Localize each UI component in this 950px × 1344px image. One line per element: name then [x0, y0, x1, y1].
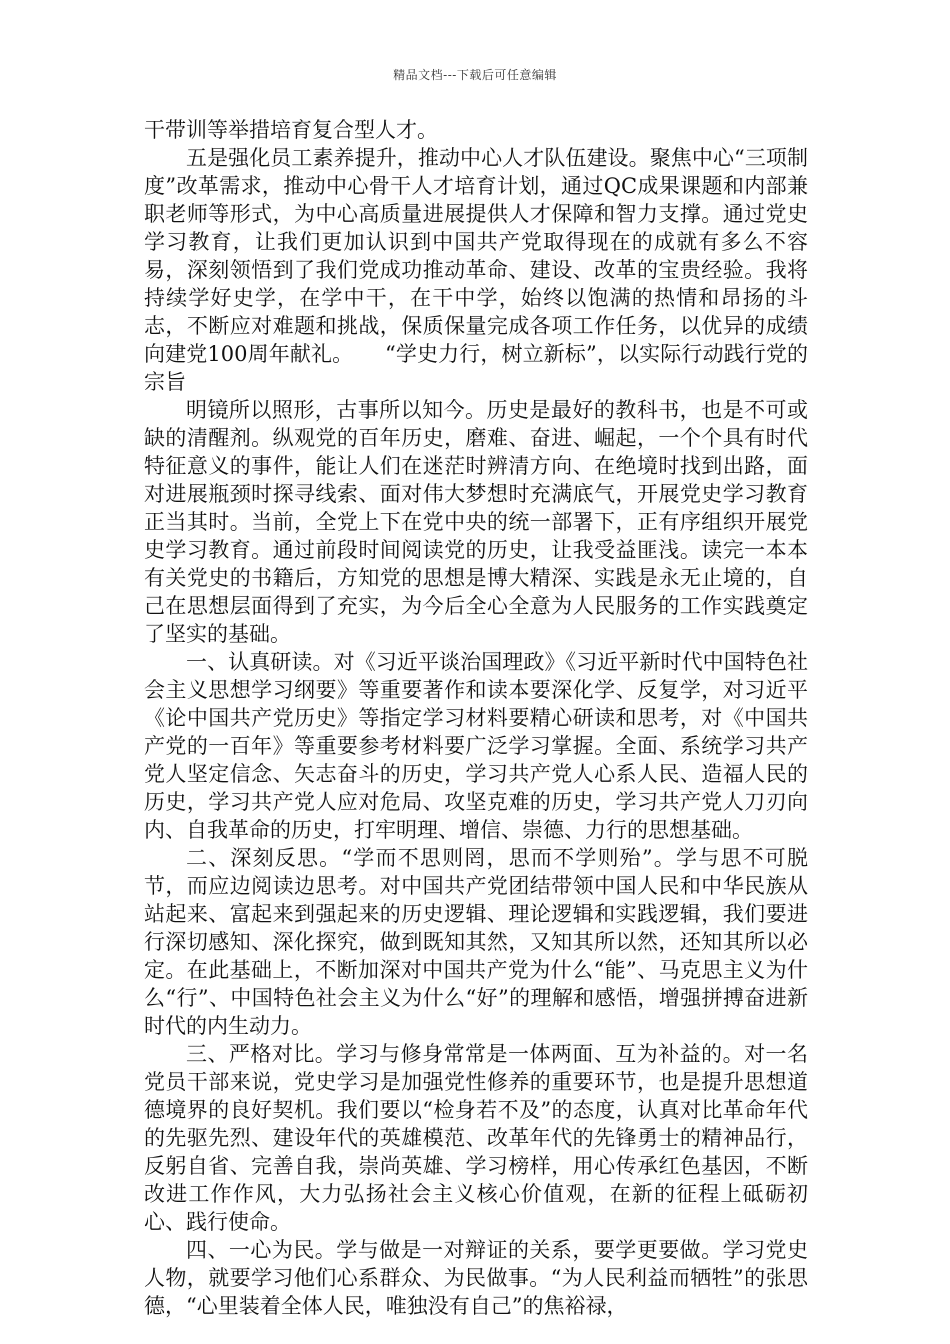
document-body [144, 116, 808, 1320]
paragraph: 二、深刻反思。“学而不思则罔，思而不学则殆”。学与思不可脱节，而应边阅读边思考。对中国共产党团结带领中国人民和中华民族从站起来、富起来到强起来的历史逻辑、理论逻辑和实践逻辑，我们要进行深切感知、深化探究，做到既知其然，又知其所以然，还知其所以必定。在此基础上，不断加深对中国共产党为什么“能”、马克思主义为什么“行”、中国特色社会主义为什么“好”的理解和感悟，增强拼搏奋进新时代的内生动力。 [144, 846, 808, 1038]
paragraph: 三、严格对比。学习与修身常常是一体两面、互为补益的。对一名党员干部来说，党史学习是加强党性修养的重要环节，也是提升思想道德境界的良好契机。我们要以“检身若不及”的态度，认真对比革命年代的先驱先烈、建设年代的英雄模范、改革年代的先锋勇士的精神品行，反躬自省、完善自我，崇尚英雄、学习榜样，用心传承红色基因，不断改进工作作风，大力弘扬社会主义核心价值观，在新的征程上砥砺初心、践行使命。 [144, 1042, 808, 1234]
paragraph: 四、一心为民。学与做是一对辩证的关系，要学更要做。学习党史人物，就要学习他们心系群众、为民做事。“为人民利益而牺牲”的张思德，“心里装着全体人民，唯独没有自己”的焦裕禄， [144, 1238, 808, 1318]
paragraph: 五是强化员工素养提升，推动中心人才队伍建设。聚焦中心“三项制度”改革需求，推动中心骨干人才培育计划，通过QC成果课题和内部兼职老师等形式，为中心高质量进展提供人才保障和智力支撑。通过党史学习教育，让我们更加认识到中国共产党取得现在的成就有多么不容易，深刻领悟到了我们党成功推动革命、建设、改革的宝贵经验。我将持续学好史学，在学中干，在干中学，始终以饱满的热情和昂扬的斗志，不断应对难题和挑战，保质保量完成各项工作任务，以优异的成绩向建党100周年献礼。 “学史力行，树立新标”，以实际行动践行党的宗旨 [144, 146, 808, 394]
paragraph: 明镜所以照形，古事所以知今。历史是最好的教科书，也是不可或缺的清醒剂。纵观党的百年历史，磨难、奋进、崛起，一个个具有时代特征意义的事件，能让人们在迷茫时辨清方向、在绝境时找到出路，面对进展瓶颈时探寻线索、面对伟大梦想时充满底气，开展党史学习教育正当其时。当前，全党上下在党中央的统一部署下，正有序组织开展党史学习教育。通过前段时间阅读党的历史，让我受益匪浅。读完一本本有关党史的书籍后，方知党的思想是博大精深、实践是永无止境的，自己在思想层面得到了充实，为今后全心全意为人民服务的工作实践奠定了坚实的基础。 [144, 398, 808, 646]
paragraph: 一、认真研读。对《习近平谈治国理政》《习近平新时代中国特色社会主义思想学习纲要》等重要著作和读本要深化学、反复学，对习近平《论中国共产党历史》等指定学习材料要精心研读和思考，对《中国共产党的一百年》等重要参考材料要广泛学习掌握。全面、系统学习共产党人坚定信念、矢志奋斗的历史，学习共产党人心系人民、造福人民的历史，学习共产党人应对危局、攻坚克难的历史，学习共产党人刀刃向内、自我革命的历史，打牢明理、增信、崇德、力行的思想基础。 [144, 650, 808, 842]
paragraph: 干带训等举措培育复合型人才。 [144, 118, 438, 142]
page-header: 精品文档---下载后可任意编辑 [393, 68, 557, 82]
